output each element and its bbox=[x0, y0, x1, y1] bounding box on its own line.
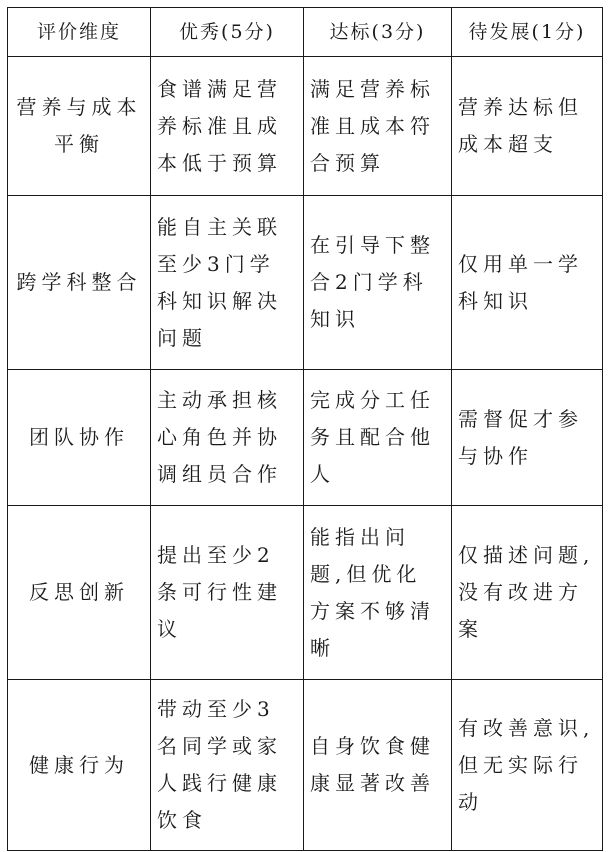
excellent-cell: 提出至少2条可行性建议 bbox=[151, 506, 304, 680]
dimension-cell: 营养与成本平衡 bbox=[8, 57, 151, 196]
excellent-cell: 食谱满足营养标准且成本低于预算 bbox=[151, 57, 304, 196]
standard-cell: 满足营养标准且成本符合预算 bbox=[304, 57, 452, 196]
standard-cell: 在引导下整合2门学科知识 bbox=[304, 196, 452, 370]
developing-cell: 有改善意识,但无实际行动 bbox=[452, 680, 603, 851]
standard-cell: 自身饮食健康显著改善 bbox=[304, 680, 452, 851]
developing-cell: 仅描述问题,没有改进方案 bbox=[452, 506, 603, 680]
excellent-cell: 主动承担核心角色并协调组员合作 bbox=[151, 370, 304, 506]
dimension-cell: 健康行为 bbox=[8, 680, 151, 851]
standard-cell: 能指出问题,但优化方案不够清晰 bbox=[304, 506, 452, 680]
table-row bbox=[8, 196, 603, 370]
table-row bbox=[8, 57, 603, 196]
header-row bbox=[8, 8, 603, 57]
excellent-cell: 带动至少3名同学或家人践行健康饮食 bbox=[151, 680, 304, 851]
excellent-cell: 能自主关联至少3门学科知识解决问题 bbox=[151, 196, 304, 370]
developing-cell: 需督促才参与协作 bbox=[452, 370, 603, 506]
table-row bbox=[8, 680, 603, 851]
header-excellent: 优秀(5分) bbox=[151, 8, 304, 57]
table-row bbox=[8, 370, 603, 506]
table-row bbox=[8, 506, 603, 680]
header-developing: 待发展(1分) bbox=[452, 8, 603, 57]
dimension-cell: 团队协作 bbox=[8, 370, 151, 506]
header-standard: 达标(3分) bbox=[304, 8, 452, 57]
evaluation-rubric-table bbox=[7, 7, 603, 851]
dimension-cell: 跨学科整合 bbox=[8, 196, 151, 370]
header-dimension: 评价维度 bbox=[8, 8, 151, 57]
developing-cell: 仅用单一学科知识 bbox=[452, 196, 603, 370]
dimension-cell: 反思创新 bbox=[8, 506, 151, 680]
standard-cell: 完成分工任务且配合他人 bbox=[304, 370, 452, 506]
developing-cell: 营养达标但成本超支 bbox=[452, 57, 603, 196]
